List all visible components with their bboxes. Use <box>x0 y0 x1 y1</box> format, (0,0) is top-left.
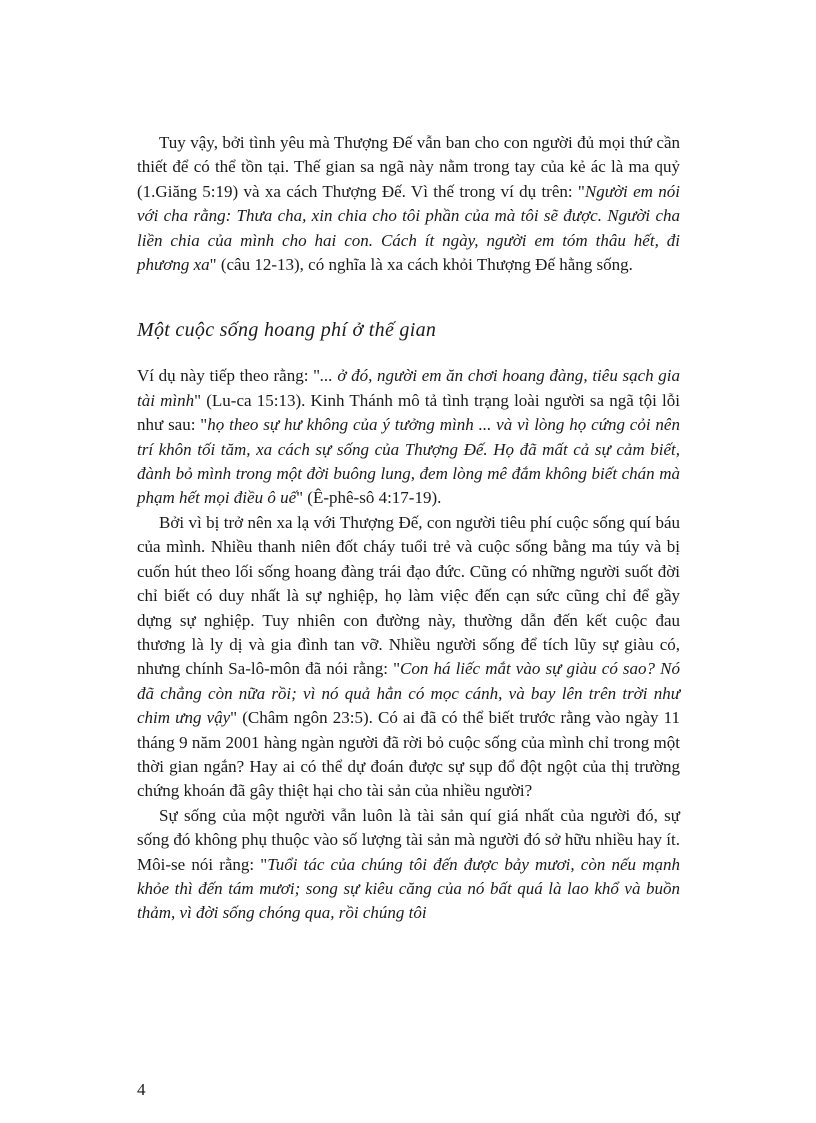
section-heading: Một cuộc sống hoang phí ở thế gian <box>137 319 437 342</box>
paragraph <box>137 804 680 926</box>
body-text: " (câu 12-13), có nghĩa là xa cách khỏi Thượng Đế hằng sống. <box>209 255 633 275</box>
quotation-text: Người em nói với cha rằng: Thưa cha, xin chia cho tôi phần của mà tôi sẽ được. Người cha liền chia của mình cho hai con. Cách ít ngày, người em tóm thâu hết, đi phương xa <box>137 181 680 275</box>
paragraph <box>137 511 680 804</box>
quotation-text: Con há liếc mắt vào sự giàu có sao? Nó đã chẳng còn nữa rồi; vì nó quả hẳn có mọc cánh, và bay lên trên trời như chim ưng vậy <box>137 659 680 728</box>
quotation-text: ... ở đó, người em ăn chơi hoang đàng, tiêu sạch gia tài mình <box>137 366 680 410</box>
quotation-text: họ theo sự hư không của ý tưởng mình ... và vì lòng họ cứng cỏi nên trí khôn tối tăm, xa cách sự sống của Thượng Đế. Họ đã mất cả sự cảm biết, đành bỏ mình trong một đời buông lung, đem lòng mê đắm không biết chán mà phạm hết mọi điều ô uế <box>137 415 680 508</box>
paragraph <box>137 131 680 277</box>
body-text: " (Lu-ca 15:13). Kinh Thánh mô tả tình trạng loài người sa ngã tội lỗi như sau: " <box>137 390 680 435</box>
quotation-text: Tuổi tác của chúng tôi đến được bảy mươi, còn nếu mạnh khỏe thì đến tám mươi; song sự kiêu căng của nó bất quá là lao khổ và buồn thảm, vì đời sống chóng qua, rồi chúng tôi <box>137 854 680 923</box>
page-body <box>137 131 680 926</box>
body-text: Bởi vì bị trở nên xa lạ với Thượng Đế, con người tiêu phí cuộc sống quí báu của mình. Nhiều thanh niên đốt cháy tuổi trẻ và cuộc sống bằng ma túy và bị cuốn hút theo lối sống hoang đàng trái đạo đức. Cũng có những người suốt đời chỉ biết có duy nhất là sự nghiệp, họ làm việc đến cạn sức cũng chỉ để gầy dựng sự nghiệp. Tuy nhiên con đường này, thường dẫn đến kết cuộc đau thương là ly dị và gia đình tan vỡ. Nhiều người sống để tích lũy sự giàu có, nhưng chính Sa-lô-môn đã nói rằng: " <box>137 512 680 679</box>
body-text: Sự sống của một người vẫn luôn là tài sản quí giá nhất của người đó, sự sống đó không phụ thuộc vào số lượng tài sản mà người đó sở hữu nhiều hay ít. Môi-se nói rằng: " <box>137 805 680 874</box>
page-number: 4 <box>137 1080 146 1099</box>
body-text: " (Ê-phê-sô 4:17-19). <box>296 488 442 508</box>
intro-text <box>137 131 680 277</box>
section-text <box>137 364 680 925</box>
body-text: Ví dụ này tiếp theo rằng: " <box>137 366 321 386</box>
body-text: Tuy vậy, bởi tình yêu mà Thượng Đế vẫn ban cho con người đủ mọi thứ cần thiết để có thể tồn tại. Thế gian sa ngã này nằm trong tay của kẻ ác là ma quỷ (1.Giăng 5:19) và xa cách Thượng Đế. Vì thế trong ví dụ trên: " <box>137 133 680 201</box>
paragraph <box>137 364 680 510</box>
body-text: " (Châm ngôn 23:5). Có ai đã có thể biết trước rằng vào ngày 11 tháng 9 năm 2001 hàng ngàn người đã rời bỏ cuộc sống của mình chỉ trong một thời gian ngắn? Hay ai có thể dự đoán được sự sụp đổ đột ngột của thị trường chứng khoán đã gây thiệt hại cho tài sản của nhiều người? <box>137 708 680 801</box>
